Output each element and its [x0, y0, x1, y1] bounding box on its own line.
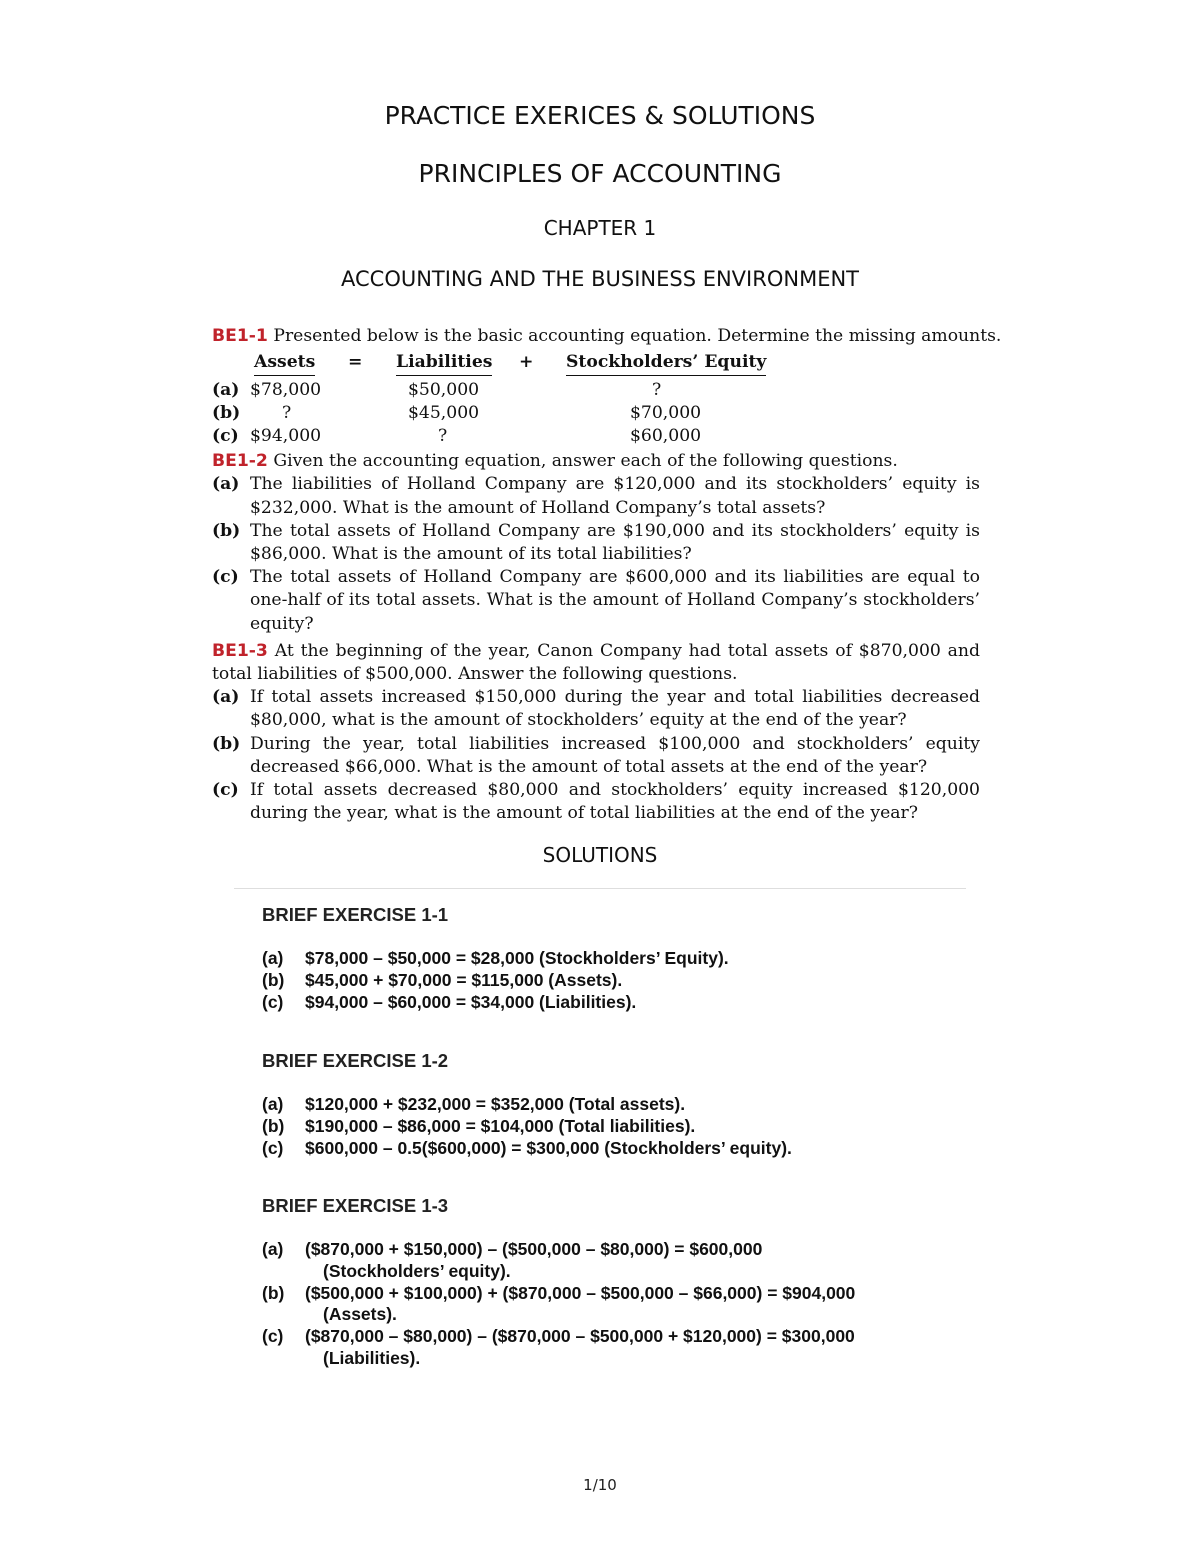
- question-text: The total assets of Holland Company are $600,000 and its liabilities are equal to one-half of its total assets. What is the amount of Holland Company’s stockholders’ equity?: [250, 567, 980, 634]
- exercise-code: BE1-2: [212, 451, 268, 472]
- solution-label: (c): [262, 1137, 284, 1158]
- be1-1-prompt: [212, 325, 1002, 348]
- cell-liabilities: $50,000: [408, 380, 480, 401]
- solution-label: (b): [262, 969, 285, 990]
- problems-section: [212, 325, 1002, 825]
- question-label: (a): [212, 474, 240, 495]
- cell-liabilities: ?: [438, 426, 448, 447]
- solution-text: ($500,000 + $100,000) + ($870,000 – $500,000 – $66,000) = $904,000: [305, 1282, 856, 1303]
- solution-line: [262, 1094, 982, 1116]
- be1-3-prompt: [212, 640, 980, 686]
- solution-line: [262, 1283, 982, 1327]
- solution-title: BRIEF EXERCISE 1-2: [262, 1050, 449, 1071]
- question-text: During the year, total liabilities increased $100,000 and stockholders’ equity decreased $66,000. What is the amount of total assets at the end of the year?: [250, 733, 980, 777]
- solution-result: (Liabilities).: [323, 1347, 421, 1368]
- column-header-assets: Assets: [254, 351, 315, 376]
- question-item: [212, 686, 980, 732]
- solution-result: (Assets).: [323, 1304, 397, 1325]
- equals-sign: =: [348, 352, 363, 373]
- row-label: (b): [212, 403, 241, 424]
- solution-result: (Stockholders’ equity).: [323, 1260, 511, 1281]
- solution-line: [262, 992, 982, 1014]
- page-number: 1/10: [583, 1476, 617, 1494]
- solutions-heading: SOLUTIONS: [542, 843, 658, 867]
- solution-label: (c): [262, 991, 284, 1012]
- question-item: [212, 566, 980, 636]
- solution-line: [262, 1138, 982, 1160]
- plus-sign: +: [519, 352, 534, 373]
- solution-line: [262, 1326, 982, 1370]
- solution-text: $600,000 – 0.5($600,000) = $300,000 (Stockholders’ equity).: [305, 1137, 792, 1158]
- question-item: [212, 733, 980, 779]
- question-label: (c): [212, 567, 239, 588]
- cell-assets: $94,000: [250, 426, 322, 447]
- solution-block-1-1: [262, 904, 982, 1013]
- cell-assets: ?: [282, 403, 292, 424]
- question-item: [212, 779, 980, 825]
- solution-title: BRIEF EXERCISE 1-1: [262, 904, 449, 925]
- solution-line: [262, 948, 982, 970]
- solution-label: (b): [262, 1282, 285, 1303]
- solution-label: (c): [262, 1326, 284, 1347]
- exercise-prompt: Presented below is the basic accounting equation. Determine the missing amounts.: [273, 326, 1002, 346]
- row-label: (c): [212, 426, 239, 447]
- cell-liabilities: $45,000: [408, 403, 480, 424]
- document-subject: PRINCIPLES OF ACCOUNTING: [418, 159, 782, 188]
- question-text: The liabilities of Holland Company are $120,000 and its stockholders’ equity is $232,000. What is the amount of Holland Company’s total assets?: [250, 474, 980, 518]
- solution-block-1-2: [262, 1050, 982, 1159]
- solution-line: [262, 1116, 982, 1138]
- question-label: (b): [212, 733, 241, 754]
- column-header-equity: Stockholders’ Equity: [566, 351, 766, 376]
- solution-text: $190,000 – $86,000 = $104,000 (Total liabilities).: [305, 1115, 696, 1136]
- cell-assets: $78,000: [250, 380, 322, 401]
- question-label: (b): [212, 520, 241, 541]
- solution-text: ($870,000 – $80,000) – ($870,000 – $500,000 + $120,000) = $300,000: [305, 1326, 855, 1347]
- cell-equity: $60,000: [630, 426, 702, 447]
- solution-text: $120,000 + $232,000 = $352,000 (Total assets).: [305, 1094, 686, 1114]
- question-label: (a): [212, 687, 240, 708]
- exercise-code: BE1-1: [212, 326, 268, 346]
- exercise-prompt: Given the accounting equation, answer each of the following questions.: [273, 451, 898, 472]
- column-header-liabilities: Liabilities: [396, 351, 492, 376]
- solution-label: (a): [262, 1094, 284, 1114]
- solution-label: (b): [262, 1115, 285, 1136]
- question-item: [212, 520, 980, 566]
- cell-equity: ?: [652, 380, 662, 401]
- exercise-prompt: At the beginning of the year, Canon Company had total assets of $870,000 and total liabilities of $500,000. Answer the following questions.: [212, 640, 980, 685]
- document-title: PRACTICE EXERICES & SOLUTIONS: [384, 101, 816, 130]
- solution-text: ($870,000 + $150,000) – ($500,000 – $80,000) = $600,000: [305, 1239, 763, 1259]
- solution-text: $78,000 – $50,000 = $28,000 (Stockholders’ Equity).: [305, 948, 729, 968]
- solution-block-1-3: [262, 1195, 982, 1370]
- be1-2-prompt: [212, 450, 980, 473]
- solution-text: $94,000 – $60,000 = $34,000 (Liabilities).: [305, 991, 637, 1012]
- question-item: [212, 473, 980, 519]
- cell-equity: $70,000: [630, 403, 702, 424]
- solution-label: (a): [262, 1239, 284, 1259]
- chapter-title: ACCOUNTING AND THE BUSINESS ENVIRONMENT: [341, 267, 859, 291]
- section-divider: [234, 888, 966, 889]
- solution-title: BRIEF EXERCISE 1-3: [262, 1195, 449, 1216]
- solution-line: [262, 970, 982, 992]
- solution-line: [262, 1239, 982, 1283]
- question-label: (c): [212, 780, 239, 801]
- solution-label: (a): [262, 948, 284, 968]
- question-text: If total assets increased $150,000 during the year and total liabilities decreased $80,000, what is the amount of stockholders’ equity at the end of the year?: [250, 687, 980, 731]
- accounting-equation-table: [212, 351, 980, 446]
- chapter-number: CHAPTER 1: [543, 216, 657, 240]
- solution-text: $45,000 + $70,000 = $115,000 (Assets).: [305, 969, 623, 990]
- row-label: (a): [212, 380, 240, 401]
- question-text: The total assets of Holland Company are $190,000 and its stockholders’ equity is $86,000. What is the amount of its total liabilities?: [250, 520, 980, 565]
- exercise-code: BE1-3: [212, 640, 268, 661]
- question-text: If total assets decreased $80,000 and stockholders’ equity increased $120,000 during the year, what is the amount of total liabilities at the end of the year?: [250, 780, 980, 824]
